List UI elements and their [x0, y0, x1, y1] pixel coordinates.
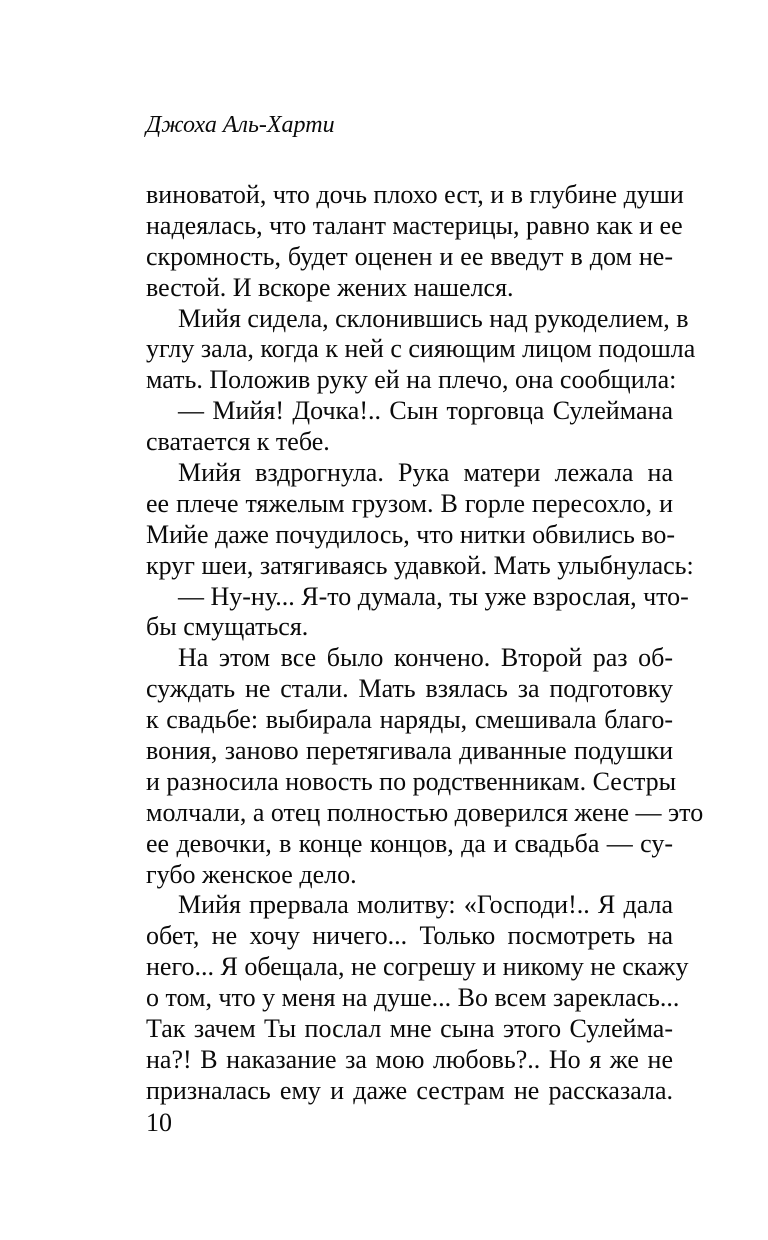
- text-line: — Мийя! Дочка!.. Сын торговца Сулеймана: [178, 396, 673, 426]
- text-line: обет, не хочу ничего... Только посмотреть на: [146, 921, 673, 951]
- text-line: Мийе даже почудилось, что нитки обвились во-: [146, 519, 676, 549]
- text-line: о том, что у меня на душе... Во всем зареклась...: [146, 983, 680, 1013]
- text-line: виноватой, что дочь плохо ест, и в глубине души: [146, 180, 684, 209]
- text-line: него... Я обещала, не согрешу и никому не скажу: [146, 952, 689, 982]
- text-line: вония, заново перетягивала диванные подушки: [146, 736, 673, 766]
- text-line: мать. Положив руку ей на плечо, она сообщила:: [146, 365, 677, 395]
- text-line: Мийя сидела, склонившись над рукоделием, в: [178, 303, 689, 333]
- text-line: Так зачем Ты послал мне сына этого Сулейма-: [146, 1014, 673, 1044]
- text-line: ее плече тяжелым грузом. В горле пересохло, и: [146, 488, 673, 518]
- text-line: суждать не стали. Мать взялась за подготовку: [146, 674, 673, 704]
- page-number: 10: [146, 1108, 172, 1137]
- text-line: молчали, а отец полностью доверился жене — это: [146, 797, 704, 827]
- body-text: [146, 180, 704, 1107]
- text-line: надеялась, что талант мастерицы, равно как и ее: [146, 210, 683, 240]
- text-line: призналась ему и даже сестрам не рассказала.: [146, 1075, 673, 1105]
- text-line: к свадьбе: выбирала наряды, смешивала благо-: [146, 705, 673, 735]
- text-line: на?! В наказание за мою любовь?.. Но я же не: [146, 1044, 673, 1074]
- text-line: бы смущаться.: [146, 612, 309, 642]
- text-line: На этом все было кончено. Второй раз об-: [178, 643, 673, 673]
- text-line: вестой. И вскоре жених нашелся.: [146, 272, 514, 302]
- text-line: скромность, будет оценен и ее введут в дом не-: [146, 241, 673, 271]
- running-head-author: Джоха Аль-Харти: [146, 112, 335, 138]
- text-line: ее девочки, в конце концов, да и свадьба — су-: [146, 828, 673, 858]
- text-line: Мийя прервала молитву: «Господи!.. Я дала: [178, 890, 673, 920]
- text-line: Мийя вздрогнула. Рука матери лежала на: [178, 458, 673, 488]
- text-line: губо женское дело.: [146, 859, 357, 889]
- text-line: сватается к тебе.: [146, 427, 330, 457]
- text-line: и разносила новость по родственникам. Сестры: [146, 766, 677, 796]
- text-line: круг шеи, затягиваясь удавкой. Мать улыбнулась:: [146, 550, 694, 580]
- text-line: — Ну-ну... Я-то думала, ты уже взрослая, что-: [178, 581, 689, 611]
- text-line: углу зала, когда к ней с сияющим лицом подошла: [146, 334, 696, 364]
